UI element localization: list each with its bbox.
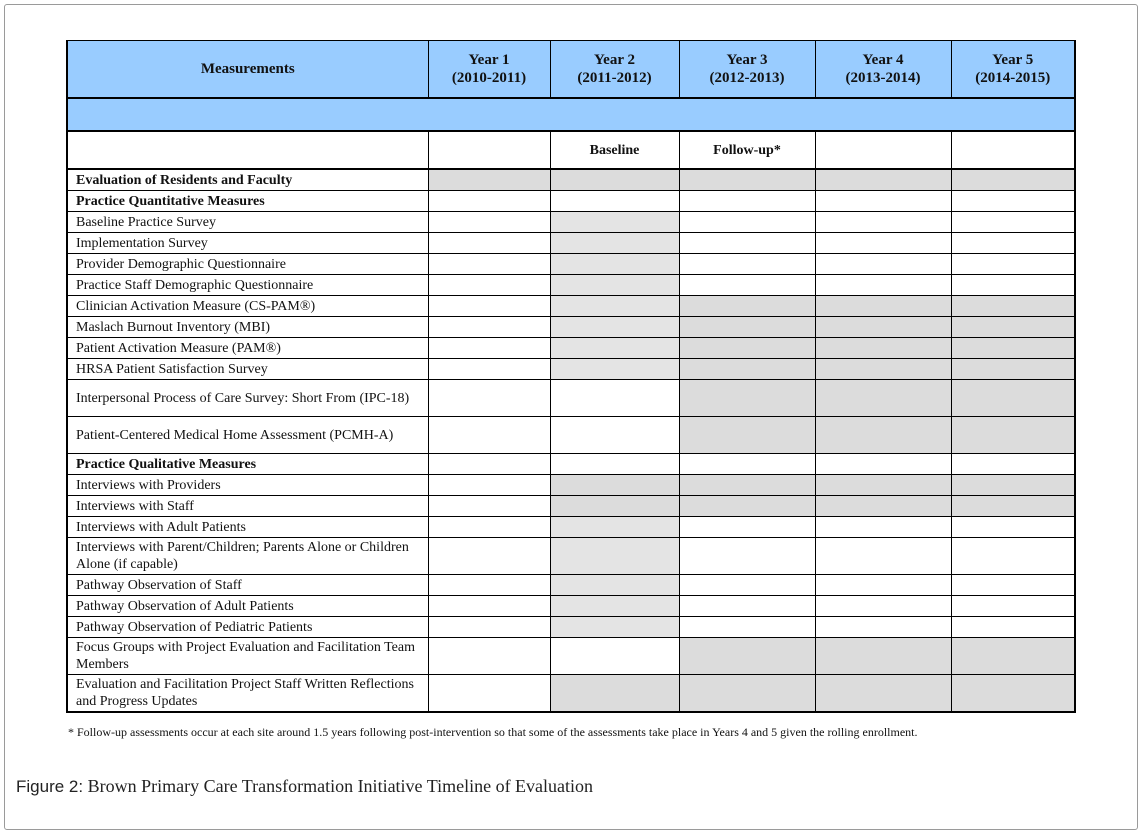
header-year-5 xyxy=(951,41,1075,99)
year-1-cell xyxy=(428,275,550,296)
year-1-cell xyxy=(428,212,550,233)
table-row xyxy=(67,675,1075,713)
year-5-cell xyxy=(951,296,1075,317)
table-row xyxy=(67,380,1075,417)
year-5-cell xyxy=(951,575,1075,596)
table-row xyxy=(67,359,1075,380)
table-row xyxy=(67,638,1075,675)
year-3-cell xyxy=(679,638,815,675)
year-5-cell xyxy=(951,169,1075,191)
table-row xyxy=(67,517,1075,538)
header-band-row xyxy=(67,98,1075,131)
year-4-cell xyxy=(815,517,951,538)
table-row xyxy=(67,169,1075,191)
year-1-cell xyxy=(428,338,550,359)
measure-name: Interviews with Staff xyxy=(67,496,428,517)
year-5-cell xyxy=(951,517,1075,538)
year-4-cell xyxy=(815,191,951,212)
table-row xyxy=(67,538,1075,575)
table-row xyxy=(67,417,1075,454)
measure-name: Baseline Practice Survey xyxy=(67,212,428,233)
header-line2: (2011-2012) xyxy=(577,70,652,86)
year-3-cell xyxy=(679,417,815,454)
year-3-cell xyxy=(679,454,815,475)
section-heading: Evaluation of Residents and Faculty xyxy=(67,169,428,191)
year-4-cell xyxy=(815,380,951,417)
year-4-cell xyxy=(815,496,951,517)
year-1-cell xyxy=(428,233,550,254)
year-5-cell xyxy=(951,538,1075,575)
header-year-3 xyxy=(679,41,815,99)
year-2-cell xyxy=(550,475,679,496)
year-5-cell xyxy=(951,233,1075,254)
year-1-cell xyxy=(428,417,550,454)
year-2-cell xyxy=(550,617,679,638)
year-5-cell xyxy=(951,617,1075,638)
year-3-cell xyxy=(679,254,815,275)
year-2-cell xyxy=(550,454,679,475)
header-line2: (2014-2015) xyxy=(975,70,1051,86)
year-1-cell xyxy=(428,475,550,496)
header-year-4 xyxy=(815,41,951,99)
header-line1: Year 3 xyxy=(726,52,768,68)
table-row xyxy=(67,338,1075,359)
year-3-cell xyxy=(679,475,815,496)
header-line2: (2012-2013) xyxy=(709,70,785,86)
year-5-cell xyxy=(951,675,1075,713)
year-1-cell xyxy=(428,359,550,380)
year-5-cell xyxy=(951,596,1075,617)
measure-name: Evaluation and Facilitation Project Staff Written Reflections and Progress Updates xyxy=(67,675,428,713)
year-5-cell xyxy=(951,380,1075,417)
measurement-rows xyxy=(67,169,1075,712)
phase-label-cell xyxy=(951,131,1075,169)
measure-name: Pathway Observation of Adult Patients xyxy=(67,596,428,617)
table-row xyxy=(67,317,1075,338)
year-5-cell xyxy=(951,359,1075,380)
year-1-cell xyxy=(428,496,550,517)
year-1-cell xyxy=(428,538,550,575)
year-1-cell xyxy=(428,317,550,338)
table-row xyxy=(67,233,1075,254)
header-line1: Measurements xyxy=(200,61,295,77)
phase-label-cell xyxy=(428,131,550,169)
header-line1: Year 4 xyxy=(862,52,904,68)
year-4-cell xyxy=(815,538,951,575)
measure-name: Practice Staff Demographic Questionnaire xyxy=(67,275,428,296)
year-3-cell xyxy=(679,575,815,596)
year-2-cell xyxy=(550,675,679,713)
year-2-cell xyxy=(550,169,679,191)
year-3-cell xyxy=(679,517,815,538)
year-5-cell xyxy=(951,317,1075,338)
year-5-cell xyxy=(951,454,1075,475)
phase-label-cell xyxy=(815,131,951,169)
header-line1: Year 2 xyxy=(594,52,635,68)
header-line2: (2010-2011) xyxy=(451,70,527,86)
year-2-cell xyxy=(550,296,679,317)
year-2-cell xyxy=(550,338,679,359)
phase-label-cell: Follow-up* xyxy=(679,131,815,169)
header-line1: Year 5 xyxy=(992,52,1034,68)
year-5-cell xyxy=(951,254,1075,275)
year-1-cell xyxy=(428,675,550,713)
year-4-cell xyxy=(815,596,951,617)
year-4-cell xyxy=(815,417,951,454)
year-1-cell xyxy=(428,596,550,617)
year-5-cell xyxy=(951,638,1075,675)
year-2-cell xyxy=(550,538,679,575)
year-3-cell xyxy=(679,317,815,338)
year-5-cell xyxy=(951,475,1075,496)
year-4-cell xyxy=(815,475,951,496)
year-3-cell xyxy=(679,296,815,317)
year-3-cell xyxy=(679,191,815,212)
year-2-cell xyxy=(550,359,679,380)
year-4-cell xyxy=(815,359,951,380)
year-1-cell xyxy=(428,638,550,675)
measure-name: HRSA Patient Satisfaction Survey xyxy=(67,359,428,380)
evaluation-timeline-table xyxy=(66,40,1076,713)
measure-name: Focus Groups with Project Evaluation and Facilitation Team Members xyxy=(67,638,428,675)
year-2-cell xyxy=(550,638,679,675)
table-row xyxy=(67,212,1075,233)
year-3-cell xyxy=(679,233,815,254)
table-row xyxy=(67,496,1075,517)
measure-name: Interviews with Adult Patients xyxy=(67,517,428,538)
year-4-cell xyxy=(815,254,951,275)
year-4-cell xyxy=(815,338,951,359)
figure-caption xyxy=(16,776,593,797)
year-5-cell xyxy=(951,417,1075,454)
measure-name: Pathway Observation of Pediatric Patients xyxy=(67,617,428,638)
measure-name: Pathway Observation of Staff xyxy=(67,575,428,596)
measure-name: Maslach Burnout Inventory (MBI) xyxy=(67,317,428,338)
year-1-cell xyxy=(428,517,550,538)
table-row xyxy=(67,454,1075,475)
year-2-cell xyxy=(550,517,679,538)
year-2-cell xyxy=(550,596,679,617)
year-2-cell xyxy=(550,191,679,212)
table-row xyxy=(67,575,1075,596)
measure-name: Interviews with Parent/Children; Parents Alone or Children Alone (if capable) xyxy=(67,538,428,575)
year-1-cell xyxy=(428,254,550,275)
measure-name: Provider Demographic Questionnaire xyxy=(67,254,428,275)
year-3-cell xyxy=(679,275,815,296)
year-2-cell xyxy=(550,380,679,417)
year-5-cell xyxy=(951,191,1075,212)
measure-name: Clinician Activation Measure (CS-PAM®) xyxy=(67,296,428,317)
header-line2: (2013-2014) xyxy=(845,70,921,86)
year-4-cell xyxy=(815,675,951,713)
year-1-cell xyxy=(428,191,550,212)
year-3-cell xyxy=(679,617,815,638)
figure-caption-label: Figure 2: xyxy=(16,777,84,796)
year-5-cell xyxy=(951,496,1075,517)
year-2-cell xyxy=(550,254,679,275)
year-3-cell xyxy=(679,380,815,417)
header-year-1 xyxy=(428,41,550,99)
year-4-cell xyxy=(815,296,951,317)
year-2-cell xyxy=(550,496,679,517)
year-4-cell xyxy=(815,212,951,233)
year-2-cell xyxy=(550,575,679,596)
measure-name: Patient-Centered Medical Home Assessment (PCMH-A) xyxy=(67,417,428,454)
table-row xyxy=(67,191,1075,212)
year-3-cell xyxy=(679,596,815,617)
column-header-row xyxy=(67,41,1075,99)
figure-caption-text: Brown Primary Care Transformation Initiative Timeline of Evaluation xyxy=(87,776,594,796)
section-heading: Practice Qualitative Measures xyxy=(67,454,428,475)
phase-label-cell: Baseline xyxy=(550,131,679,169)
year-3-cell xyxy=(679,538,815,575)
year-4-cell xyxy=(815,638,951,675)
year-3-cell xyxy=(679,675,815,713)
year-1-cell xyxy=(428,617,550,638)
year-3-cell xyxy=(679,359,815,380)
measure-name: Patient Activation Measure (PAM®) xyxy=(67,338,428,359)
year-5-cell xyxy=(951,212,1075,233)
year-2-cell xyxy=(550,212,679,233)
year-4-cell xyxy=(815,233,951,254)
year-1-cell xyxy=(428,575,550,596)
year-4-cell xyxy=(815,169,951,191)
year-5-cell xyxy=(951,338,1075,359)
measure-name: Interpersonal Process of Care Survey: Short From (IPC-18) xyxy=(67,380,428,417)
header-measurements xyxy=(67,41,428,99)
year-4-cell xyxy=(815,617,951,638)
table-row xyxy=(67,275,1075,296)
year-2-cell xyxy=(550,275,679,296)
table-row xyxy=(67,254,1075,275)
header-line1: Year 1 xyxy=(468,52,510,68)
year-4-cell xyxy=(815,275,951,296)
measure-name: Interviews with Providers xyxy=(67,475,428,496)
measure-name: Implementation Survey xyxy=(67,233,428,254)
year-4-cell xyxy=(815,575,951,596)
year-3-cell xyxy=(679,212,815,233)
year-2-cell xyxy=(550,417,679,454)
year-4-cell xyxy=(815,454,951,475)
year-1-cell xyxy=(428,296,550,317)
table-row xyxy=(67,475,1075,496)
year-4-cell xyxy=(815,317,951,338)
year-3-cell xyxy=(679,338,815,359)
table-footnote: * Follow-up assessments occur at each site around 1.5 years following post-intervention so that some of the assessments take place in Years 4 and 5 given the rolling enrollment. xyxy=(68,725,918,739)
header-year-2 xyxy=(550,41,679,99)
year-5-cell xyxy=(951,275,1075,296)
year-2-cell xyxy=(550,233,679,254)
year-1-cell xyxy=(428,380,550,417)
phase-label-cell xyxy=(67,131,428,169)
section-heading: Practice Quantitative Measures xyxy=(67,191,428,212)
phase-label-row xyxy=(67,131,1075,169)
year-1-cell xyxy=(428,454,550,475)
year-1-cell xyxy=(428,169,550,191)
table-row xyxy=(67,596,1075,617)
header-band xyxy=(67,98,1075,131)
table-row xyxy=(67,296,1075,317)
table-row xyxy=(67,617,1075,638)
year-3-cell xyxy=(679,169,815,191)
year-2-cell xyxy=(550,317,679,338)
year-3-cell xyxy=(679,496,815,517)
